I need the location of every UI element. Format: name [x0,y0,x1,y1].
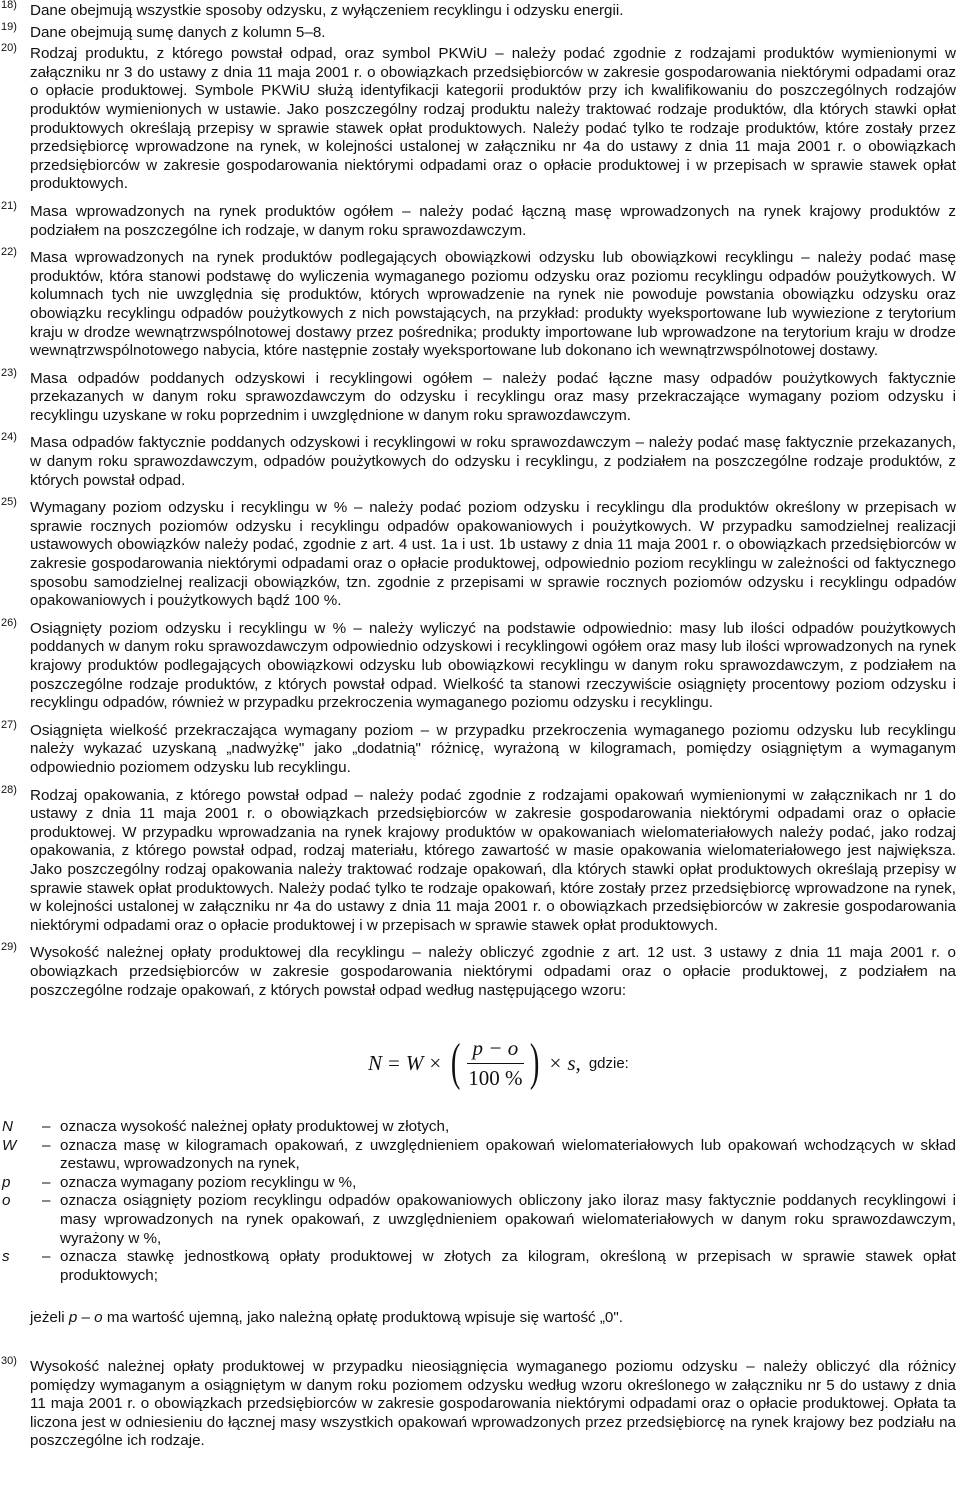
footnote-text: Dane obejmują sumę danych z kolumn 5–8. [30,23,326,41]
footnote-number: 22) [1,246,17,259]
formula-denominator: 100 % [468,1065,523,1090]
definition-symbol: N [2,1118,13,1136]
footnote-text: Masa wprowadzonych na rynek produktów podlegających obowiązkowi odzysku lub obowiązkowi recyklingu – należy podać masę produktów, która stanowi podstawę do wyliczenia wymaganego poziomu odzysku oraz poziomu recyklingu odpadów poużytkowych. W kolumnach tych nie uwzględnia się produktów, których wprowadzenie na rynek nie powoduje powstania obowiązku odzysku oraz obowiązku recyklingu odpadów poużytkowych z nich powstających, na przykład: produkty wyeksportowane lub wywiezione z terytorium kraju w drodze wewnątrzwspólnotowej dostawy przez pośrednika; produkty importowane lub wprowadzone na terytorium kraju w drodze wewnątrzwspólnotowego nabycia, które następnie zostały wyeksportowane lub dokonano ich wewnątrzwspólnotowej dostawy. [30,249,956,360]
formula-w: W [405,1050,424,1075]
footnote-number: 24) [1,431,17,444]
footnote-text: Dane obejmują wszystkie sposoby odzysku, z wyłączeniem recyklingu i odzysku energii. [30,2,624,19]
footnote-number: 30) [1,1355,17,1368]
footnote-text: Masa wprowadzonych na rynek produktów ogółem – należy podać łączną masę wprowadzonych na rynek krajowy produktów z podziałem na poszczególne ich rodzaje, w danym roku sprawozdawczym. [30,202,956,239]
footnote-text: Masa odpadów faktycznie poddanych odzyskowi i recyklingowi w roku sprawozdawczym – należy podać masę faktycznie przekazanych, w danym roku sprawozdawczym, odpadów poużytkowych do odzysku i recyklingu, z podziałem na poszczególne rodzaje produktów, z których powstał odpad. [30,434,956,489]
footnote-number: 23) [1,366,17,379]
footnote-23 [0,366,956,426]
formula-paren-open: ( [451,1034,461,1092]
definition-item [0,1192,956,1248]
footnote-text: Masa odpadów poddanych odzyskowi i recyklingowi ogółem – należy podać łączne masy odpadów poużytkowych faktycznie przekazanych w danym roku sprawozdawczym do odzysku i recyklingu oraz masy przekraczające wymagany poziom odzysku i recyklingu uzyskane w roku poprzednim i uwzględnione w danym roku sprawozdawczym. [30,369,956,424]
footnote-text: Wymagany poziom odzysku i recyklingu w % – należy podać poziom odzysku i recyklingu dla produktów określony w przepisach w sprawie rocznych poziomów odzysku i recyklingu odpadów opakowaniowych i poużytkowych. W przypadku samodzielnej realizacji ustawowych obowiązków należy podać, zgodnie z art. 4 ust. 1a i ust. 1b ustawy z dnia 11 maja 2001 r. o obowiązkach przedsiębiorców w zakresie gospodarowania niektórymi odpadami oraz o opłacie produktowej, odpowiednio poziom recyklingu w zależności od faktycznego sposobu samodzielnej realizacji obowiązków, tzn. zgodnie z przepisami w sprawie rocznych poziomów odzysku i recyklingu odpadów opakowaniowych i poużytkowych bądź 100 %. [30,499,956,610]
footnote-29 [0,941,956,1000]
footnote-number: 27) [1,718,17,731]
definition-text: oznacza osiągnięty poziom recyklingu odpadów opakowaniowych obliczony jako iloraz masy faktycznie poddanych recyklingowi i masy wprowadzonych na rynek opakowań, z uwzględnieniem opakowań wielomateriałowych w danym roku sprawozdawczym, wyrażony w %, [60,1192,956,1247]
formula-equals: = [388,1050,400,1075]
footnote-number: 18) [1,0,17,11]
definition-item [0,1137,956,1174]
footnote-number: 28) [1,783,17,796]
footnote-20 [0,42,956,194]
tail-post: ma wartość ujemną, jako należną opłatę produktową wpisuje się wartość „0". [102,1309,623,1327]
footnote-30 [0,1355,956,1451]
definition-symbol: o [2,1192,11,1210]
footnote-text: Rodzaj opakowania, z którego powstał odpad – należy podać zgodnie z rodzajami opakowań wymienionymi w załącznikach nr 1 do ustawy z dnia 11 maja 2001 r. o obowiązkach przedsiębiorców w zakresie gospodarowania niektórymi odpadami oraz o opłacie produktowej. W przypadku wprowadzania na rynek krajowy produktów w opakowaniach wielomateriałowych należy podać, jako rodzaj opakowania, z którego powstał odpad, rodzaj materiału, którego zawartość w masie opakowania wielomateriałowego jest największa. Jako poszczególny rodzaj opakowania należy traktować rodzaje opakowań, dla których stawki opłat produktowych określają przepisy w sprawie stawek opłat produktowych. Należy podać tylko te rodzaje opakowań, które zostały przez przedsiębiorcę wprowadzone na rynek, w kolejności ustalonej w załączniku nr 4a do ustawy z dnia 11 maja 2001 r. o obowiązkach przedsiębiorców w zakresie gospodarowania niektórymi odpadami oraz o opłacie produktowej i w przepisach w sprawie stawek opłat produktowych. [30,786,956,934]
formula-paren-close: ) [530,1034,540,1092]
footnote-27 [0,718,956,778]
formula-lhs: N [368,1050,383,1075]
footnote-24 [0,431,956,490]
definition-symbol: p [2,1173,11,1191]
definition-dash: – [42,1192,51,1210]
footnote-number: 20) [1,42,17,55]
definition-item [0,1118,956,1137]
definition-dash: – [42,1173,51,1191]
footnote-text: Wysokość należnej opłaty produktowej dla recyklingu – należy obliczyć zgodnie z art. 12 ust. 3 ustawy z dnia 11 maja 2001 r. o obowiązkach przedsiębiorców w zakresie gospodarowania niektórymi odpadami oraz o opłacie produktowej, z podziałem na poszczególne rodzaje opakowań, z których powstał odpad według następującego wzoru: [30,944,956,999]
formula-times-2: × [549,1050,562,1075]
definition-dash: – [42,1248,51,1266]
formula-numerator: p − o [467,1036,525,1064]
footnote-18 [0,2,956,21]
footnote-28 [0,783,956,936]
definition-item [0,1174,956,1193]
definition-text: oznacza wymagany poziom recyklingu w %, [60,1173,357,1191]
footnote-19 [0,20,956,43]
footnote-number: 21) [1,199,17,212]
footnote-text: Osiągnięty poziom odzysku i recyklingu w % – należy wyliczyć na podstawie odpowiednio: masy lub ilości odpadów poużytkowych poddanych w danym roku sprawozdawczym odpowiednio odzyskowi i recyklingowi ogółem oraz masy lub ilości wprowadzonych na rynek krajowy produktów podlegających obowiązkowi odzysku lub obowiązkowi recyklingu w danym roku sprawozdawczym, z podziałem na poszczególne rodzaje produktów, z których powstał odpad. Wielkość ta stanowi rzeczywiście osiągnięty procentowy poziom odzysku i recyklingu odpadów, również w przypadku przekroczenia wymaganego poziomu odzysku i recyklingu. [30,619,956,712]
tail-pre: jeżeli [30,1309,69,1327]
formula-fraction [467,1036,525,1091]
definition-symbol: s [2,1248,10,1266]
footnote-number: 19) [1,20,17,33]
formula-where: gdzie: [588,1054,629,1072]
fee-formula [0,1020,956,1100]
definition-item [0,1248,956,1285]
definition-text: oznacza masę w kilogramach opakowań, z uwzględnieniem opakowań wielomateriałowych lub opakowań wchodzących w skład zestawu, wprowadzonych na rynek, [60,1136,956,1173]
formula-times-1: × [429,1050,442,1075]
footnote-text: Osiągnięta wielkość przekraczająca wymagany poziom – w przypadku przekroczenia wymaganego poziomu odzysku lub recyklingu należy wykazać uzyskaną „nadwyżkę" jako „dodatnią" różnicę, wyrażoną w kilogramach, pomiędzy osiągniętym a wymaganym odpowiednio poziomem odzysku lub recyklingu. [30,721,956,776]
footnote-number: 29) [1,941,17,954]
footnote-26 [0,616,956,713]
footnote-text: Wysokość należnej opłaty produktowej w przypadku nieosiągnięcia wymaganego poziomu odzysku – należy obliczyć dla różnicy pomiędzy wymaganym a osiągniętym w danym roku poziomem odzysku według wzoru określonego w załączniku nr 5 do ustawy z dnia 11 maja 2001 r. o obowiązkach przedsiębiorców w zakresie gospodarowania niektórymi odpadami oraz o opłacie produktowej. Opłata ta liczona jest w odniesieniu do łącznej masy wszystkich opakowań wprowadzonych przez przedsiębiorcę na rynek krajowy bez podziału na poszczególne ich rodzaje. [30,1358,956,1450]
footnote-21 [0,199,956,240]
negative-value-note [0,1309,956,1328]
definition-text: oznacza stawkę jednostkową opłaty produktowej w złotych za kilogram, określoną w przepisach w sprawie stawek opłat produktowych; [60,1248,956,1284]
footnote-number: 26) [1,616,17,629]
footnote-22 [0,246,956,361]
tail-expression: p – o [68,1309,103,1327]
definition-text: oznacza wysokość należnej opłaty produktowej w złotych, [60,1118,450,1136]
footnote-number: 25) [1,496,17,509]
formula-definitions [0,1118,956,1285]
definition-symbol: W [2,1136,17,1154]
footnote-text: Rodzaj produktu, z którego powstał odpad, oraz symbol PKWiU – należy podać zgodnie z rodzajami produktów wymienionymi w załączniku nr 3 do ustawy z dnia 11 maja 2001 r. o obowiązkach przedsiębiorców w zakresie gospodarowania niektórymi odpadami oraz o opłacie produktowej. Symbole PKWiU służą identyfikacji kategorii produktów przy ich kwalifikowaniu do poszczególnych rodzajów produktów wymienionych w ustawie. Jako poszczególny rodzaj produktu należy traktować rodzaje produktów, dla których stawki opłat produktowych określają przepisy w sprawie stawek opłat produktowych. Należy podać tylko te rodzaje produktów, które zostały przez przedsiębiorcę wprowadzone na rynek, w kolejności ustalonej w załączniku nr 4a do ustawy z dnia 11 maja 2001 r. o obowiązkach przedsiębiorców w zakresie gospodarowania niektórymi odpadami oraz o opłacie produktowej i w przepisach w sprawie stawek opłat produktowych. [30,45,956,193]
definition-dash: – [42,1136,51,1154]
definition-dash: – [42,1118,51,1136]
formula-s: s, [567,1050,581,1075]
footnote-25 [0,496,956,611]
